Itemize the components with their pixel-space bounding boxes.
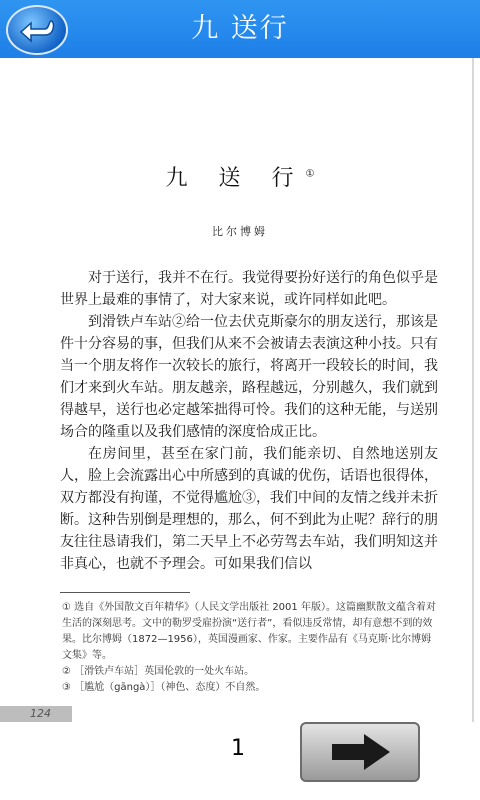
page-number-strip	[0, 706, 72, 722]
page-edge	[472, 58, 474, 722]
chapter-title: 九 送 行①	[165, 166, 315, 191]
footnote: ① 选自《外国散文百年精华》（人民文学出版社 2001 年版）。这篇幽默散文蕴含着对生活的深刻思考。文中的勒罗受雇扮演“送行者”，看似违反常情，却有意想不到的效果。比尔博姆（1872—1956），英国漫画家、作家。主要作品有《马克斯·比尔博姆文集》等。	[62, 602, 436, 661]
paragraph: 到滑铁卢车站②给一位去伏克斯豪尔的朋友送行，那该是件十分容易的事，但我们从来不会被请去表演这种小技。只有当一个朋友将作一次较长的旅行，将离开一段较长的时间，我们才来到火车站。朋友越亲，路程越远，分别越久，我们就到得越早，送行也必定越笨拙得可怜。我们的这种无能，与送别场合的隆重以及我们感情的深度恰成正比。	[60, 314, 438, 440]
page-counter: 1	[231, 736, 245, 761]
footnote-marker: ①	[305, 168, 315, 180]
author-name: 比尔博姆	[212, 225, 268, 238]
back-button[interactable]	[6, 5, 68, 55]
footnote-divider	[60, 592, 190, 593]
page-title: 九 送行	[191, 13, 289, 44]
book-page-image	[0, 58, 480, 722]
footnote: ② ［滑铁卢车站］英国伦敦的一处火车站。	[62, 666, 255, 677]
navigation-bar	[0, 722, 480, 800]
title-bar	[0, 0, 480, 58]
back-arrow-icon	[17, 15, 59, 47]
footnote: ③ ［尴尬（gāngà）］（神色、态度）不自然。	[62, 682, 266, 693]
next-page-button[interactable]	[300, 722, 420, 782]
body-text	[60, 267, 438, 575]
paragraph: 对于送行，我并不在行。我觉得要扮好送行的角色似乎是世界上最难的事情了，对大家来说，或许同样如此吧。	[60, 270, 438, 308]
right-arrow-icon	[330, 732, 392, 772]
footnotes	[62, 600, 438, 696]
page-number: 124	[30, 707, 51, 720]
paragraph: 在房间里，甚至在家门前，我们能亲切、自然地送别友人，脸上会流露出心中所感到的真诚的优伤，话语也很得体，双方都没有拘谨，不觉得尴尬③，我们中间的友情之线并未折断。这种告别倒是理想的，那么，何不到此为止呢？辞行的朋友往往恳请我们，第二天早上不必劳驾去车站，我们明知这并非真心，也就不予理会。可如果我们信以	[60, 446, 438, 572]
